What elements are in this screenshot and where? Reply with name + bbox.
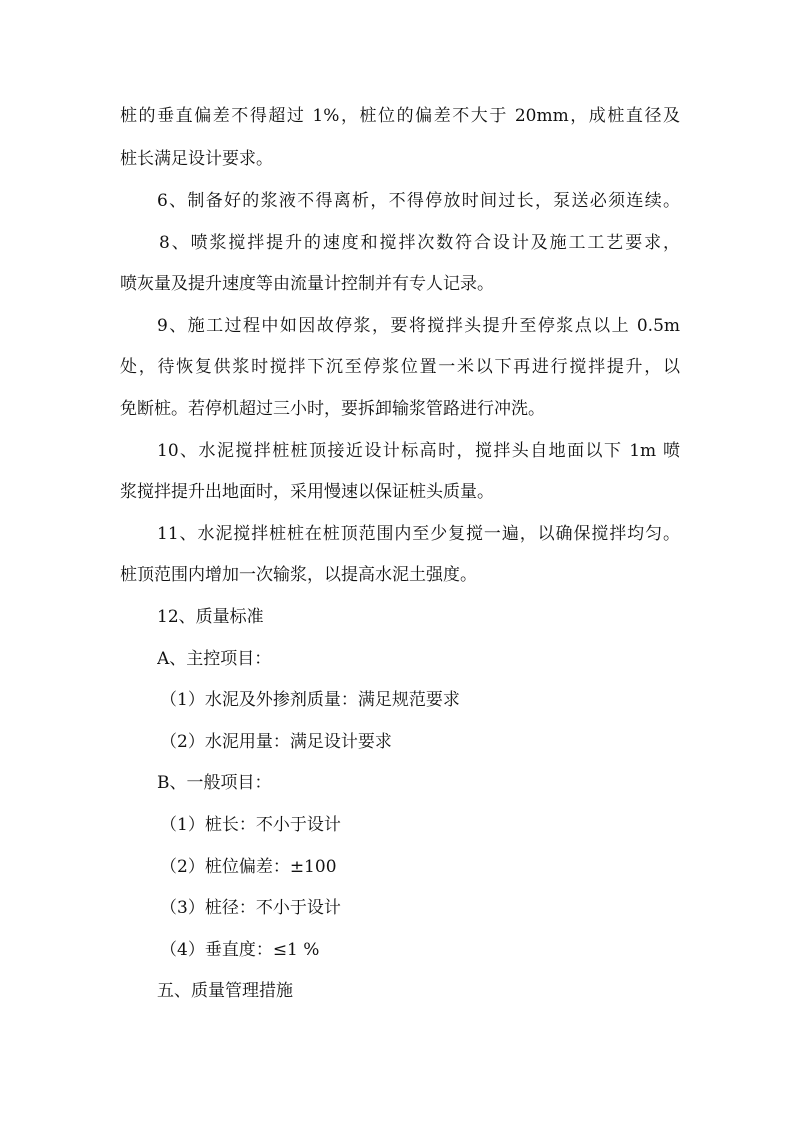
section-heading: 12、质量标准: [157, 607, 264, 627]
paragraph-line: 喷灰量及提升速度等由流量计控制并有专人记录。: [120, 274, 494, 294]
subsection-heading: A、主控项目：: [157, 649, 272, 669]
list-item: （1）桩长：不小于设计: [160, 815, 341, 835]
paragraph-line: 桩顶范围内增加一次输浆，以提高水泥土强度。: [120, 565, 477, 585]
paragraph-line: 免断桩。若停机超过三小时，要拆卸输浆管路进行冲洗。: [120, 399, 545, 419]
paragraph-line: 桩的垂直偏差不得超过 1%，桩位的偏差不大于 20mm，成桩直径及: [120, 106, 680, 126]
list-item: （3）桩径：不小于设计: [160, 898, 341, 918]
section-heading: 五、质量管理措施: [157, 981, 293, 1001]
list-item: （1）水泥及外掺剂质量：满足规范要求: [160, 690, 460, 710]
paragraph-line: 浆搅拌提升出地面时，采用慢速以保证桩头质量。: [120, 482, 494, 502]
paragraph-line: 8、喷浆搅拌提升的速度和搅拌次数符合设计及施工工艺要求，: [159, 233, 680, 253]
list-item: （4）垂直度：≤1 %: [160, 940, 320, 960]
list-item: （2）水泥用量：满足设计要求: [160, 732, 392, 752]
paragraph-line: 6、制备好的浆液不得离析，不得停放时间过长，泵送必须连续。: [157, 191, 680, 211]
paragraph-line: 处，待恢复供浆时搅拌下沉至停浆位置一米以下再进行搅拌提升，以: [120, 357, 680, 377]
paragraph-line: 11、水泥搅拌桩桩在桩顶范围内至少复搅一遍，以确保搅拌均匀。: [157, 524, 680, 544]
paragraph-line: 10、水泥搅拌桩桩顶接近设计标高时，搅拌头自地面以下 1m 喷: [157, 441, 680, 461]
list-item: （2）桩位偏差：±100: [160, 857, 337, 877]
subsection-heading: B、一般项目：: [157, 773, 272, 793]
paragraph-line: 桩长满足设计要求。: [120, 149, 273, 169]
paragraph-line: 9、施工过程中如因故停浆，要将搅拌头提升至停浆点以上 0.5m: [157, 316, 680, 336]
